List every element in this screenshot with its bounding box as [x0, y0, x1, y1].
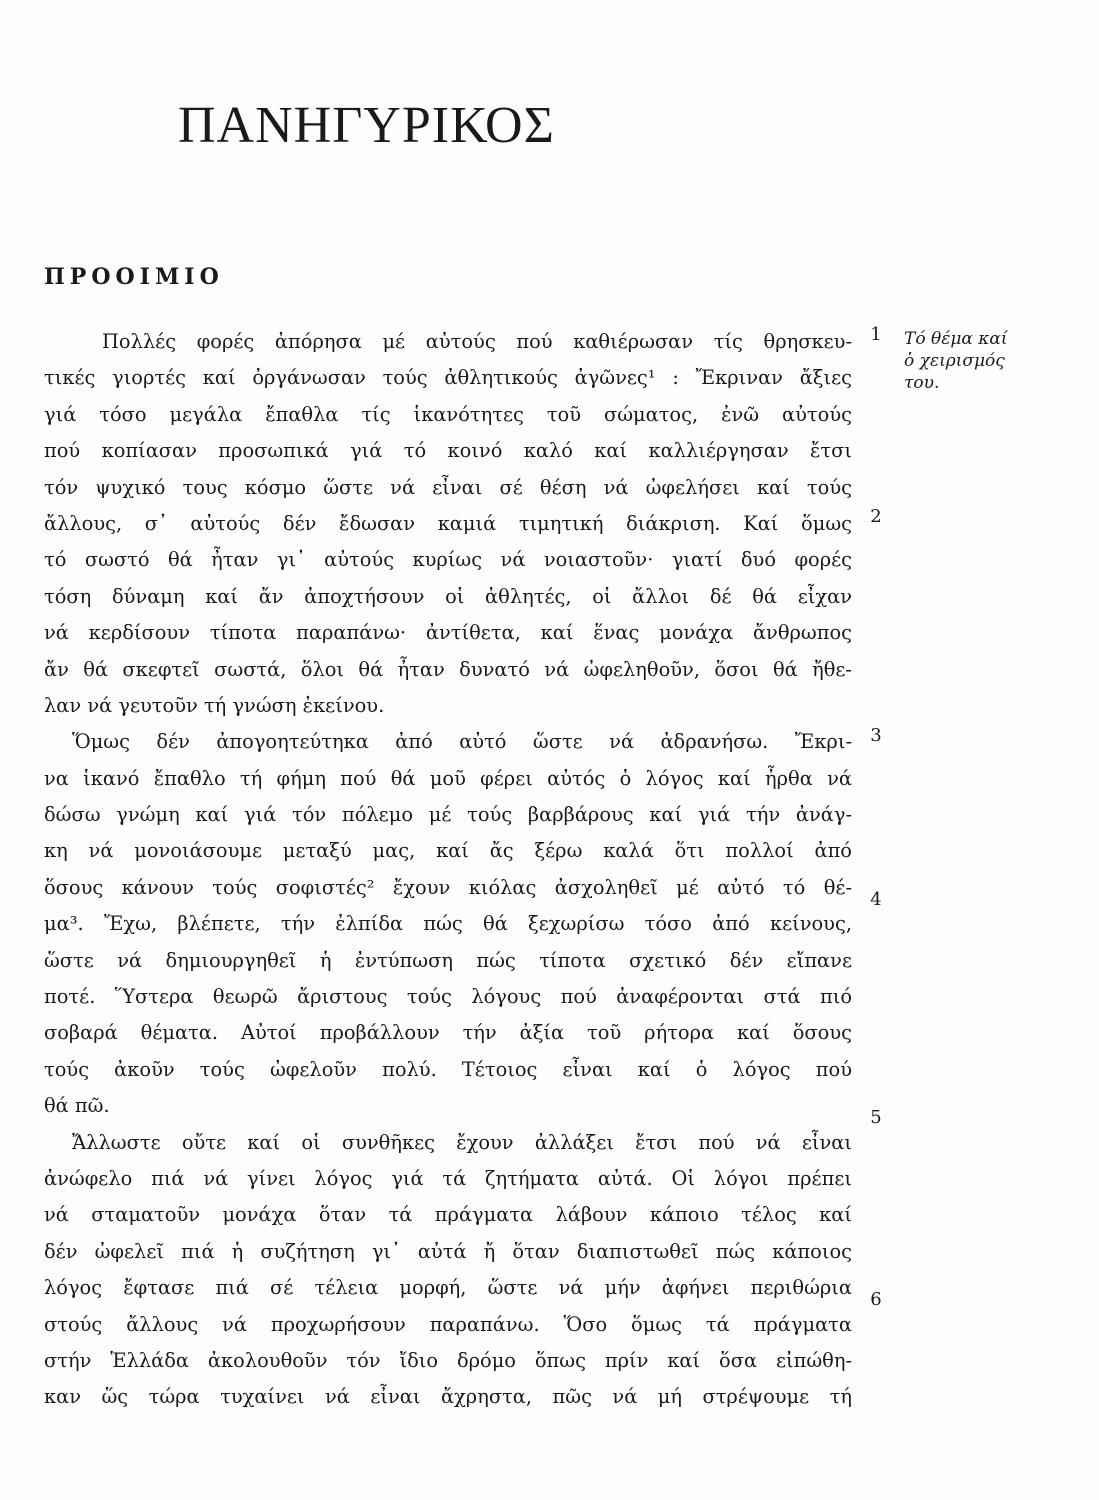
- margin-note-line: Τό θέμα καί: [904, 329, 1008, 349]
- text-line: τόση δύναμη καί ἄν ἀποχτήσουν οἱ ἀθλητές, οἱ ἄλλοι δέ θά εἶχαν: [44, 584, 852, 608]
- text-line: ὥστε νά δημιουργηθεῖ ἡ ἐντύπωση πώς τίποτα σχετικό δέν εἴπανε: [44, 948, 852, 972]
- text-line: πού κοπίασαν προσωπικά γιά τό κοινό καλό καί καλλιέργησαν ἔτσι: [44, 439, 852, 463]
- text-line: τούς ἀκοῦν τούς ὠφελοῦν πολύ. Τέτοιος εἶναι καί ὁ λόγος πού: [44, 1057, 852, 1081]
- section-heading: ΠΡΟΟΙΜΙΟ: [44, 264, 224, 290]
- text-line: δώσω γνώμη καί γιά τόν πόλεμο μέ τούς βαρβάρους καί γιά τήν ἀνάγ-: [44, 803, 852, 827]
- text-line: καν ὥς τώρα τυχαίνει νά εἶναι ἄχρηστα, πῶς νά μή στρέψουμε τή: [44, 1385, 852, 1409]
- text-line: σοβαρά θέματα. Αὐτοί προβάλλουν τήν ἀξία τοῦ ρήτορα καί ὅσους: [44, 1021, 852, 1045]
- text-line: ἄλλους, σ᾽ αὐτούς δέν ἔδωσαν καμιά τιμητική διάκριση. Καί ὅμως: [44, 511, 852, 535]
- text-line: τόν ψυχικό τους κόσμο ὥστε νά εἶναι σέ θέση νά ὠφελήσει καί τούς: [44, 475, 852, 499]
- paragraph-number: 1: [870, 324, 882, 345]
- paragraph-number: 5: [870, 1107, 882, 1128]
- text-line: κη νά μονοιάσουμε μεταξύ μας, καί ἄς ξέρω καλά ὅτι πολλοί ἀπό: [44, 839, 852, 863]
- text-line: Πολλές φορές ἀπόρησα μέ αὐτούς πού καθιέρωσαν τίς θρησκευ-: [102, 330, 852, 353]
- paragraph-number: 2: [870, 506, 882, 527]
- margin-note-line: του.: [904, 373, 940, 393]
- text-line: γιά τόσο μεγάλα ἔπαθλα τίς ἱκανότητες τοῦ σώματος, ἐνῶ αὐτούς: [44, 402, 852, 426]
- book-title: ΠΑΝΗΓΥΡΙΚΟΣ: [178, 97, 555, 154]
- body-text: [44, 324, 852, 1416]
- text-line: ὅσους κάνουν τούς σοφιστές² ἔχουν κιόλας ἀσχοληθεῖ μέ αὐτό τό θέ-: [44, 875, 852, 899]
- text-line: Ἄλλωστε οὔτε καί οἱ συνθῆκες ἔχουν ἀλλάξει ἔτσι πού νά εἶναι: [72, 1130, 852, 1154]
- paragraph-number: 4: [870, 889, 882, 910]
- text-line: μα³. Ἔχω, βλέπετε, τήν ἐλπίδα πώς θά ξεχωρίσω τόσο ἀπό κείνους,: [44, 912, 852, 936]
- text-line: δέν ὠφελεῖ πιά ἡ συζήτηση γι᾽ αὐτά ἤ ὅταν διαπιστωθεῖ πώς κάποιος: [44, 1239, 852, 1263]
- text-line: λόγος ἔφτασε πιά σέ τέλεια μορφή, ὥστε νά μήν ἀφήνει περιθώρια: [44, 1276, 852, 1300]
- text-line: στούς ἄλλους νά προχωρήσουν παραπάνω. Ὅσο ὅμως τά πράγματα: [44, 1312, 852, 1336]
- text-line: ποτέ. Ὕστερα θεωρῶ ἄριστους τούς λόγους πού ἀναφέρονται στά πιό: [44, 985, 852, 1009]
- text-line: ἄν θά σκεφτεῖ σωστά, ὅλοι θά ἦταν δυνατό νά ὠφεληθοῦν, ὅσοι θά ἤθε-: [44, 657, 852, 681]
- text-line: νά κερδίσουν τίποτα παραπάνω· ἀντίθετα, καί ἕνας μονάχα ἄνθρωπος: [44, 621, 852, 645]
- text-line: ἀνώφελο πιά νά γίνει λόγος γιά τά ζητήματα αὐτά. Οἱ λόγοι πρέπει: [44, 1166, 852, 1190]
- text-line: λαν νά γευτοῦν τή γνώση ἐκείνου.: [44, 693, 385, 717]
- margin-note: [904, 328, 1044, 394]
- text-line: τό σωστό θά ἦταν γι᾽ αὐτούς κυρίως νά νοιαστοῦν· γιατί δυό φορές: [44, 548, 852, 572]
- text-line: θά πῶ.: [44, 1094, 110, 1118]
- text-line: νά σταματοῦν μονάχα ὅταν τά πράγματα λάβουν κάποιο τέλος καί: [44, 1203, 852, 1227]
- paragraph-number: 3: [870, 725, 882, 746]
- paragraph-number: 6: [870, 1289, 882, 1310]
- text-line: να ἱκανό ἔπαθλο τή φήμη πού θά μοῦ φέρει αὐτός ὁ λόγος καί ἦρθα νά: [44, 766, 852, 790]
- margin-note-line: ὁ χειρισμός: [904, 351, 1005, 371]
- text-line: Ὅμως δέν ἀπογοητεύτηκα ἀπό αὐτό ὥστε νά ἀδρανήσω. Ἔκρι-: [72, 730, 852, 754]
- text-line: στήν Ἑλλάδα ἀκολουθοῦν τόν ἴδιο δρόμο ὅπως πρίν καί ὅσα εἰπώθη-: [44, 1348, 852, 1372]
- text-line: τικές γιορτές καί ὀργάνωσαν τούς ἀθλητικούς ἀγῶνες¹ : Ἔκριναν ἄξιες: [44, 366, 852, 390]
